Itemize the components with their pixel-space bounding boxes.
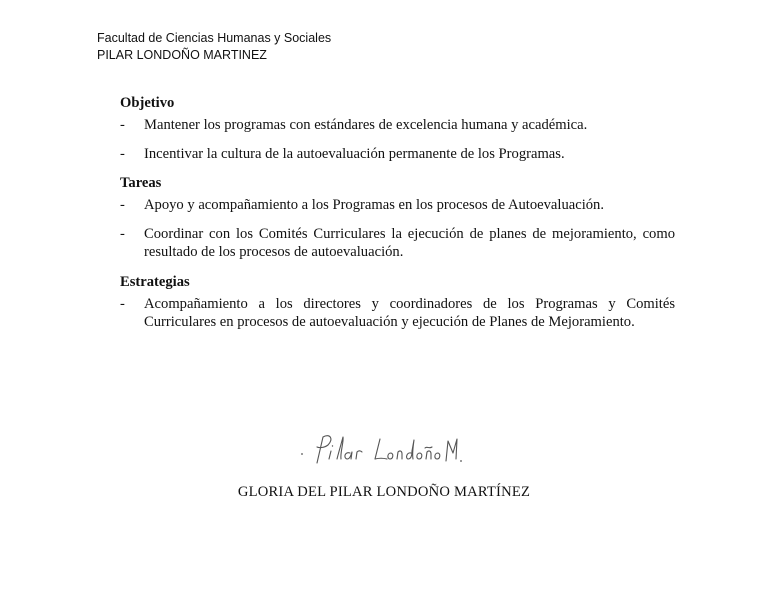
section-heading-objetivo: Objetivo (120, 95, 175, 111)
faculty-name: Facultad de Ciencias Humanas y Sociales (97, 31, 332, 45)
list-item-text: Acompañamiento a los directores y coordinadores de los Programas y Comités Curriculares en procesos de autoevaluación y ejecución de Planes de Mejoramiento. (144, 296, 675, 330)
list-item-text: Coordinar con los Comités Curriculares la ejecución de planes de mejoramiento, como resultado de los procesos de autoevaluación. (144, 226, 675, 260)
bullet-dash: - (120, 146, 125, 162)
list-item-text: Mantener los programas con estándares de excelencia humana y académica. (144, 117, 588, 133)
bullet-dash: - (120, 296, 125, 312)
signer-name: GLORIA DEL PILAR LONDOÑO MARTÍNEZ (237, 484, 531, 500)
document-header (97, 30, 331, 64)
bullet-dash: - (120, 117, 125, 133)
list-item (120, 225, 675, 261)
estrategias-list (120, 295, 675, 331)
bullet-dash: - (120, 197, 125, 213)
list-item (120, 295, 675, 331)
list-item (120, 145, 675, 163)
tareas-list (120, 196, 675, 261)
list-item (120, 196, 675, 214)
person-name: PILAR LONDOÑO MARTINEZ (97, 48, 267, 62)
list-item-text: Incentivar la cultura de la autoevaluación permanente de los Programas. (144, 146, 565, 162)
bullet-dash: - (120, 226, 125, 242)
list-item-text: Apoyo y acompañamiento a los Programas en los procesos de Autoevaluación. (144, 197, 604, 213)
section-heading-estrategias: Estrategias (120, 274, 190, 290)
document-body (120, 94, 675, 343)
section-heading-tareas: Tareas (120, 175, 162, 191)
handwritten-signature (290, 425, 470, 475)
list-item (120, 116, 675, 134)
objetivo-list (120, 116, 675, 163)
